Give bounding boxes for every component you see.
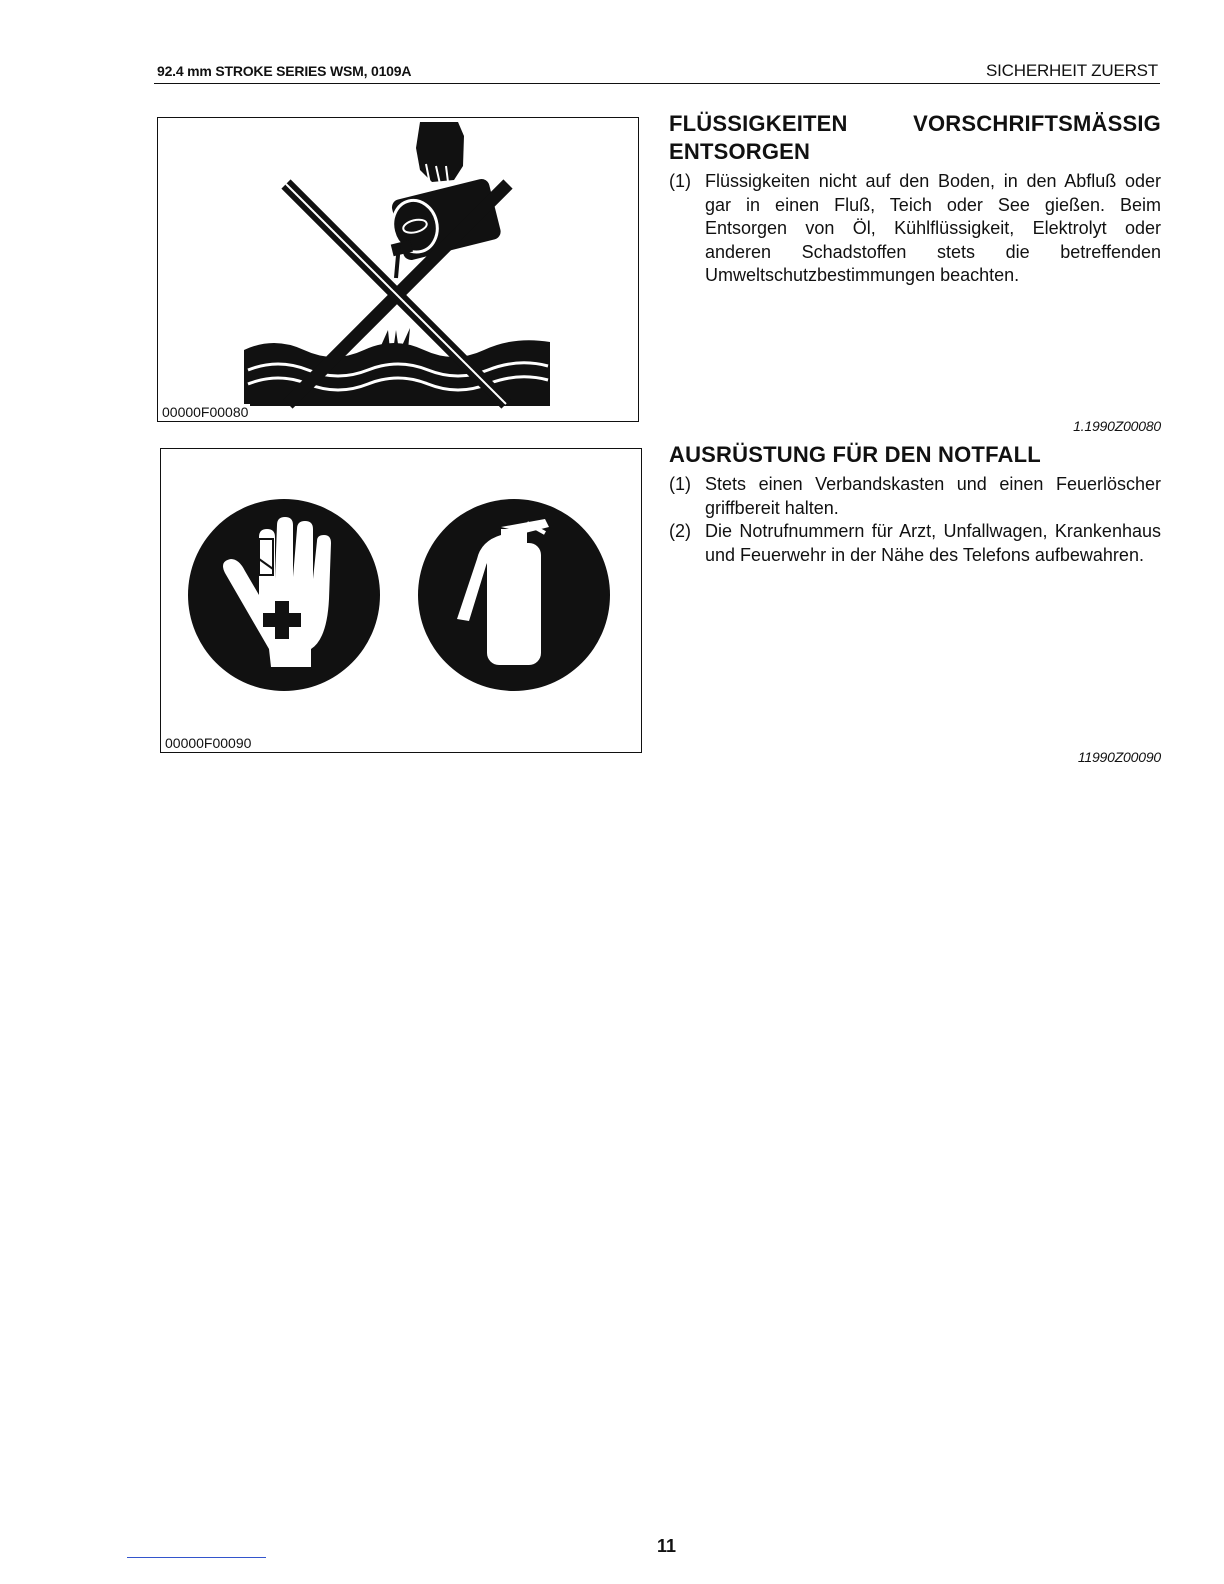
- title-line: ENTSORGEN: [669, 139, 811, 164]
- list-item: [669, 473, 1161, 520]
- section-title: [669, 110, 1161, 166]
- section-emergency-equipment: [669, 441, 1161, 567]
- item-text: Flüssigkeiten nicht auf den Boden, in den Abfluß oder gar in einen Fluß, Teich oder See gießen. Beim Entsorgen von Öl, Kühlflüssigkeit, Elektrolyt oder anderen Schadstoffen stets die betreffenden Umweltschutzbestimmungen beachten.: [705, 171, 1161, 285]
- header-right: SICHERHEIT ZUERST: [986, 61, 1158, 80]
- emergency-icons: [161, 449, 641, 752]
- item-text: Die Notrufnummern für Arzt, Unfallwagen, Krankenhaus und Feuerwehr in der Nähe des Telefons aufbewahren.: [705, 521, 1161, 565]
- item-number: (1): [669, 474, 691, 494]
- reference-code: 1.1990Z00080: [1073, 418, 1161, 434]
- figure-emergency-equipment: [160, 448, 642, 753]
- header-rule: [154, 83, 1160, 84]
- figure-code: 00000F00090: [165, 735, 252, 751]
- no-liquid-disposal-icon: [158, 118, 638, 421]
- footer-rule: [127, 1557, 266, 1558]
- page-number: 11: [657, 1536, 677, 1556]
- section-liquid-disposal: [669, 110, 1161, 288]
- item-number: (2): [669, 521, 691, 541]
- first-aid-glove-icon: [188, 499, 380, 691]
- reference-code: 11990Z00090: [1077, 749, 1161, 765]
- figure-liquid-disposal: [157, 117, 639, 422]
- section-title: AUSRÜSTUNG FÜR DEN NOTFALL: [669, 442, 1041, 467]
- header-left: 92.4 mm STROKE SERIES WSM, 0109A: [157, 63, 412, 79]
- item-number: (1): [669, 171, 691, 191]
- item-text: Stets einen Verbandskasten und einen Feuerlöscher griffbereit halten.: [705, 474, 1161, 518]
- title-word: VORSCHRIFTSMÄSSIG: [913, 111, 1161, 136]
- figure-code: 00000F00080: [162, 404, 249, 420]
- fire-extinguisher-icon: [418, 499, 610, 691]
- list-item: [669, 170, 1161, 288]
- title-word: FLÜSSIGKEITEN: [669, 111, 848, 136]
- list-item: [669, 520, 1161, 567]
